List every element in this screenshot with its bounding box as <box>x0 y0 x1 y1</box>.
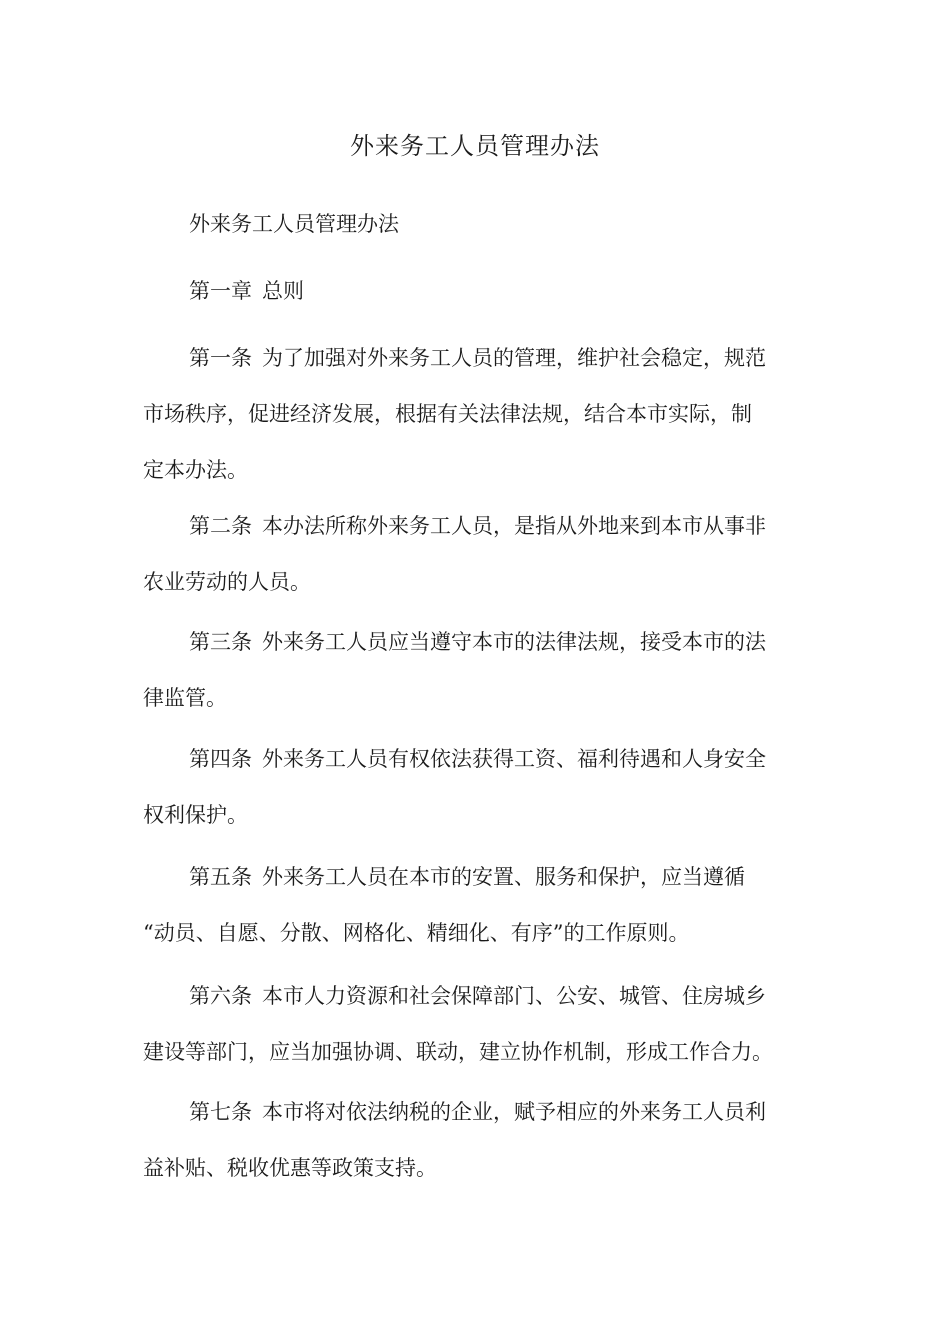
article-text: 外来务工人员在本市的安置、服务和保护，应当遵循 <box>262 865 745 889</box>
article-line <box>143 849 823 905</box>
article-4 <box>143 731 823 843</box>
article-line <box>143 614 823 670</box>
article-1 <box>143 330 823 498</box>
article-text: 本市将对依法纳税的企业，赋予相应的外来务工人员利 <box>262 1100 766 1124</box>
article-line: 律监管。 <box>143 686 227 710</box>
article-line: 益补贴、税收优惠等政策支持。 <box>143 1156 437 1180</box>
article-line: 市场秩序，促进经济发展，根据有关法律法规，结合本市实际，制 <box>143 402 752 426</box>
article-line: 建设等部门，应当加强协调、联动，建立协作机制，形成工作合力。 <box>143 1040 773 1064</box>
article-label: 第六条 <box>189 984 252 1008</box>
article-line: 定本办法。 <box>143 458 248 482</box>
article-line: 农业劳动的人员。 <box>143 570 311 594</box>
subtitle-text: 外来务工人员管理办法 <box>189 212 399 236</box>
chapter-heading <box>143 263 823 319</box>
article-text: 本市人力资源和社会保障部门、公安、城管、住房城乡 <box>262 984 766 1008</box>
article-label: 第三条 <box>189 630 252 654</box>
article-label: 第一条 <box>189 346 252 370</box>
article-line <box>143 968 823 1024</box>
article-7 <box>143 1084 823 1196</box>
article-label: 第五条 <box>189 865 252 889</box>
article-3 <box>143 614 823 726</box>
chapter-line <box>143 263 823 319</box>
article-line: “动员、自愿、分散、网格化、精细化、有序”的工作原则。 <box>143 921 690 945</box>
article-text: 本办法所称外来务工人员，是指从外地来到本市从事非 <box>262 514 766 538</box>
article-line <box>143 731 823 787</box>
document-title: 外来务工人员管理办法 <box>350 132 600 160</box>
article-line <box>143 330 823 386</box>
article-text: 外来务工人员应当遵守本市的法律法规，接受本市的法 <box>262 630 766 654</box>
article-2 <box>143 498 823 610</box>
article-label: 第七条 <box>189 1100 252 1124</box>
article-text: 为了加强对外来务工人员的管理，维护社会稳定，规范 <box>262 346 766 370</box>
chapter-name: 总则 <box>262 279 304 303</box>
article-6 <box>143 968 823 1080</box>
article-label: 第二条 <box>189 514 252 538</box>
article-line <box>143 498 823 554</box>
document-subtitle <box>143 196 823 252</box>
chapter-label: 第一章 <box>189 279 252 303</box>
article-label: 第四条 <box>189 747 252 771</box>
article-text: 外来务工人员有权依法获得工资、福利待遇和人身安全 <box>262 747 766 771</box>
article-5 <box>143 849 823 961</box>
article-line <box>143 1084 823 1140</box>
article-line: 权利保护。 <box>143 803 248 827</box>
